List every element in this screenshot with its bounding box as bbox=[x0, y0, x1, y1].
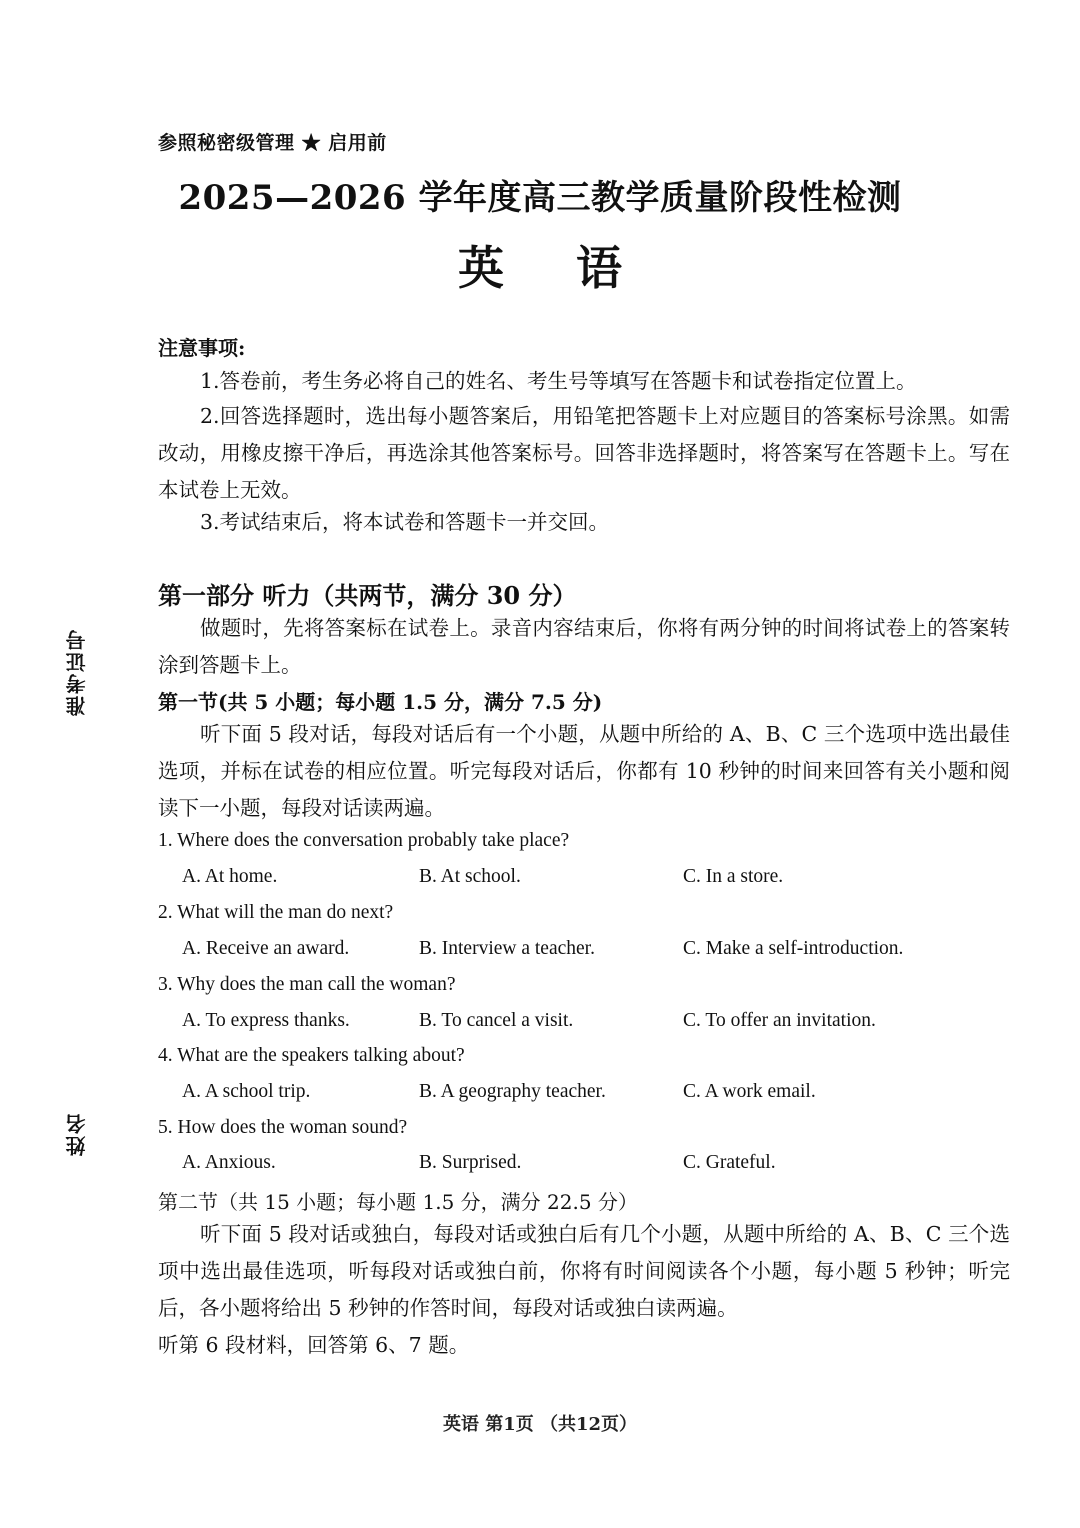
subject-title: 英语 bbox=[458, 241, 694, 295]
note-item-2: 2.回答选择题时，选出每小题答案后，用铅笔把答题卡上对应题目的答案标号涂黑。如需改动，用橡皮擦干净后，再选涂其他答案标号。回答非选择题时，将答案写在答题卡上。写在本试卷上无效。 bbox=[158, 404, 1010, 502]
q2-option-c: C. Make a self-introduction. bbox=[683, 938, 904, 959]
q3-option-c: C. To offer an invitation. bbox=[683, 1010, 876, 1031]
q1-option-b: B. At school. bbox=[419, 866, 521, 887]
q5-option-b: B. Surprised. bbox=[419, 1152, 522, 1173]
notes-title: 注意事项: bbox=[158, 336, 246, 360]
section2-next-material: 听第 6 段材料，回答第 6、7 题。 bbox=[158, 1333, 470, 1357]
section2-instructions: 听下面 5 段对话或独白，每段对话或独白后有几个小题，从题中所给的 A、B、C 三个选项中选出最佳选项，听每段对话或独白前，你将有时间阅读各个小题，每小题 5 秒钟；听完后，各小题将给出 5 秒钟的作答时间，每段对话或独白读两遍。 bbox=[158, 1222, 1010, 1320]
q4-option-b: B. A geography teacher. bbox=[419, 1081, 606, 1102]
q5-option-a: A. Anxious. bbox=[182, 1152, 276, 1173]
section1-instructions: 听下面 5 段对话，每段对话后有一个小题，从题中所给的 A、B、C 三个选项中选出最佳选项，并标在试卷的相应位置。听完每段对话后，你都有 10 秒钟的时间来回答有关小题和阅读下一小题，每段对话读两遍。 bbox=[158, 722, 1010, 820]
section2-title: 第二节（共 15 小题；每小题 1.5 分，满分 22.5 分） bbox=[158, 1190, 638, 1214]
side-label-exam-number: 准考证号 bbox=[65, 628, 89, 716]
q1-option-a: A. At home. bbox=[182, 866, 278, 887]
q5-option-c: C. Grateful. bbox=[683, 1152, 776, 1173]
question-4: 4. What are the speakers talking about? bbox=[158, 1045, 465, 1066]
part1-intro: 做题时，先将答案标在试卷上。录音内容结束后，你将有两分钟的时间将试卷上的答案转涂到答题卡上。 bbox=[158, 616, 1010, 677]
q4-option-c: C. A work email. bbox=[683, 1081, 816, 1102]
question-3: 3. Why does the man call the woman? bbox=[158, 974, 456, 995]
q2-option-b: B. Interview a teacher. bbox=[419, 938, 595, 959]
q4-option-a: A. A school trip. bbox=[182, 1081, 311, 1102]
question-2: 2. What will the man do next? bbox=[158, 902, 394, 923]
page-footer: 英语 第1页 （共12页） bbox=[442, 1414, 638, 1435]
note-item-1: 1.答卷前，考生务必将自己的姓名、考生号等填写在答题卡和试卷指定位置上。 bbox=[200, 369, 917, 393]
q2-option-a: A. Receive an award. bbox=[182, 938, 350, 959]
section1-title: 第一节(共 5 小题；每小题 1.5 分，满分 7.5 分) bbox=[158, 690, 603, 714]
exam-title: 2025—2026 学年度高三教学质量阶段性检测 bbox=[178, 178, 902, 218]
part1-title: 第一部分 听力（共两节，满分 30 分） bbox=[158, 581, 577, 610]
q3-option-a: A. To express thanks. bbox=[182, 1010, 350, 1031]
side-label-name: 姓名 bbox=[65, 1112, 89, 1156]
secrecy-label: 参照秘密级管理 ★ 启用前 bbox=[158, 132, 387, 154]
q1-option-c: C. In a store. bbox=[683, 866, 784, 887]
note-item-3: 3.考试结束后，将本试卷和答题卡一并交回。 bbox=[200, 510, 610, 534]
question-5: 5. How does the woman sound? bbox=[158, 1117, 408, 1138]
question-1: 1. Where does the conversation probably take place? bbox=[158, 830, 570, 851]
q3-option-b: B. To cancel a visit. bbox=[419, 1010, 574, 1031]
